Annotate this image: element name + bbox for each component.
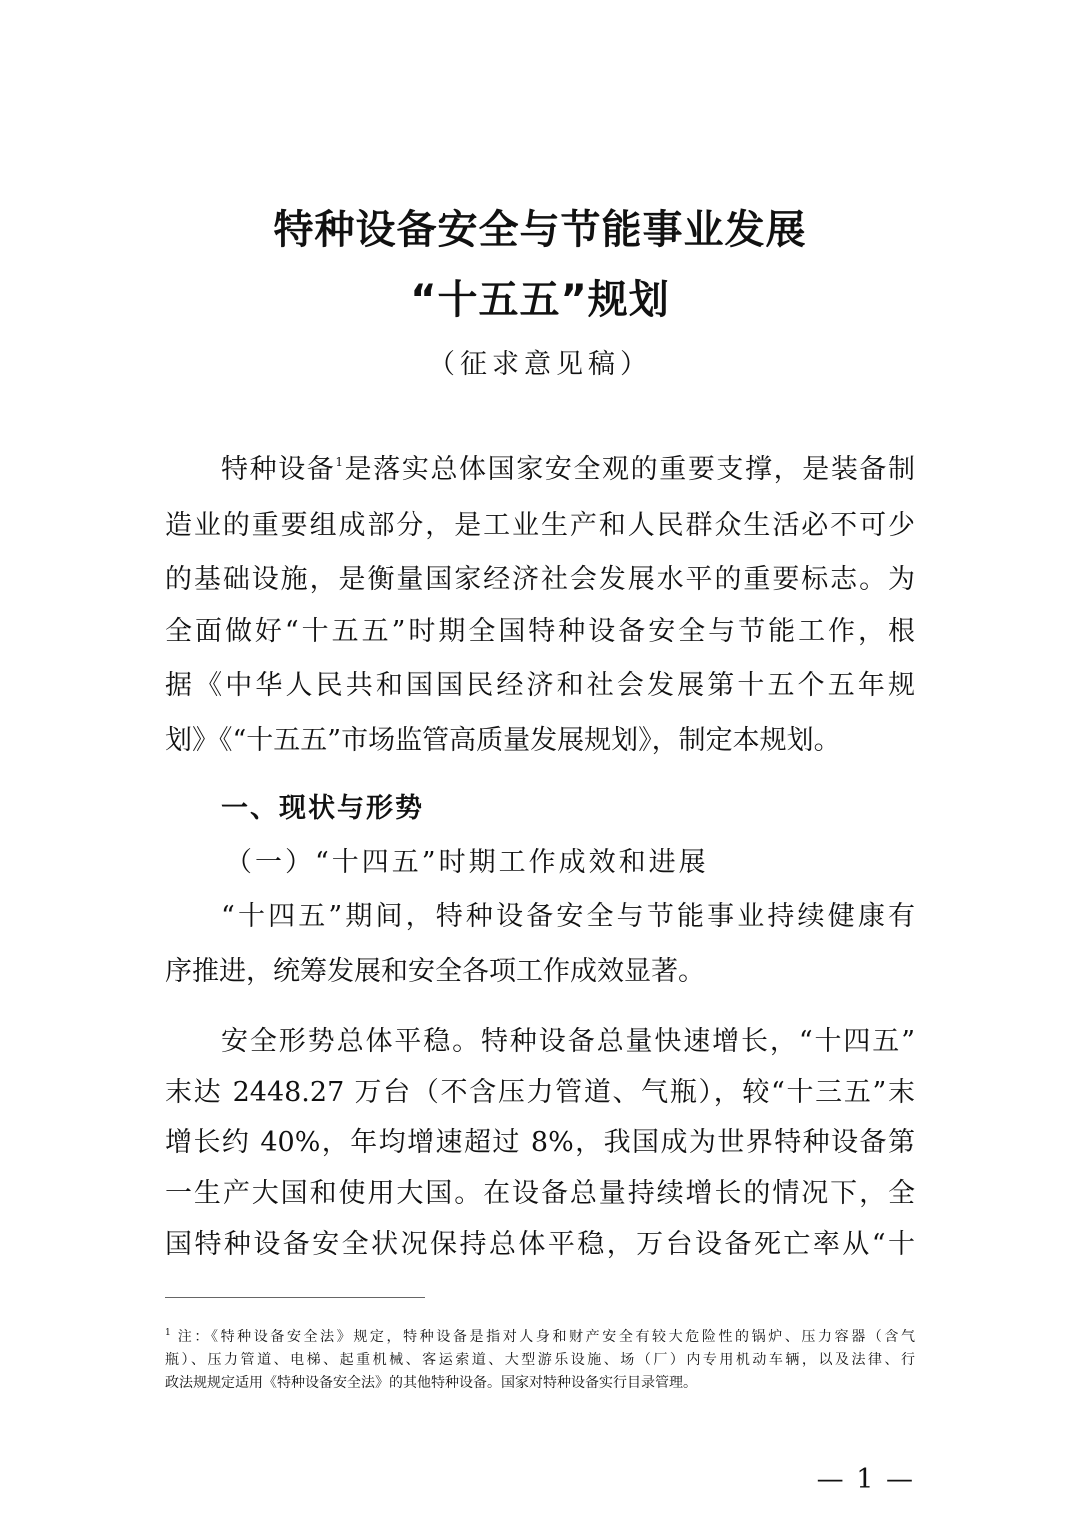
overview-line-2: 序推进，统筹发展和安全各项工作成效显著。 <box>165 956 705 987</box>
page-number: — 1 — <box>816 1464 915 1495</box>
intro-line-4: 全面做好“十五五”时期全国特种设备安全与节能工作，根 <box>165 616 915 647</box>
overview-line-1: “十四五”期间，特种设备安全与节能事业持续健康有 <box>221 901 915 932</box>
footnote-marker: 1 <box>165 1328 171 1338</box>
intro-line-2: 造业的重要组成部分，是工业生产和人民群众生活必不可少 <box>165 510 915 541</box>
safety-line-2: 末达 2448.27 万台（不含压力管道、气瓶），较“十三五”末 <box>165 1077 915 1108</box>
intro-line-5: 据《中华人民共和国国民经济和社会发展第十五个五年规 <box>165 670 915 701</box>
safety-line-3: 增长约 40%，年均增速超过 8%，我国成为世界特种设备第 <box>165 1127 915 1158</box>
document-subtitle: （征求意见稿） <box>428 349 652 380</box>
safety-line-4: 一生产大国和使用大国。在设备总量持续增长的情况下，全 <box>165 1178 915 1209</box>
intro-line-6: 划》《“十五五”市场监管高质量发展规划》，制定本规划。 <box>165 725 841 756</box>
safety-line-1: 安全形势总体平稳。特种设备总量快速增长，“十四五” <box>221 1026 915 1057</box>
footnote-line-1-text: 注：《特种设备安全法》规定，特种设备是指对人身和财产安全有较大危险性的锅炉、压力容器（含气 <box>177 1329 915 1345</box>
footnote-reference: 1 <box>335 455 344 469</box>
footnote-line-2: 瓶）、压力管道、电梯、起重机械、客运索道、大型游乐设施、场（厂）内专用机动车辆，以及法律、行 <box>165 1352 915 1368</box>
section-heading: 一、现状与形势 <box>221 793 424 824</box>
footnote-divider <box>165 1297 425 1298</box>
intro-line-1-start: 特种设备 <box>221 454 336 485</box>
subsection-heading: （一）“十四五”时期工作成效和进展 <box>225 847 709 878</box>
safety-line-5: 国特种设备安全状况保持总体平稳，万台设备死亡率从“十 <box>165 1229 915 1260</box>
intro-line-1-end: 是落实总体国家安全观的重要支撑，是装备制 <box>343 454 916 485</box>
footnote-line-1 <box>165 1327 915 1347</box>
footnote-line-3: 政法规规定适用《特种设备安全法》的其他特种设备。国家对特种设备实行目录管理。 <box>165 1375 697 1391</box>
document-title-line-2: “十五五”规划 <box>410 277 670 323</box>
intro-line-1 <box>221 452 915 488</box>
document-title-line-1: 特种设备安全与节能事业发展 <box>273 207 807 253</box>
intro-line-3: 的基础设施，是衡量国家经济社会发展水平的重要标志。为 <box>165 564 915 595</box>
